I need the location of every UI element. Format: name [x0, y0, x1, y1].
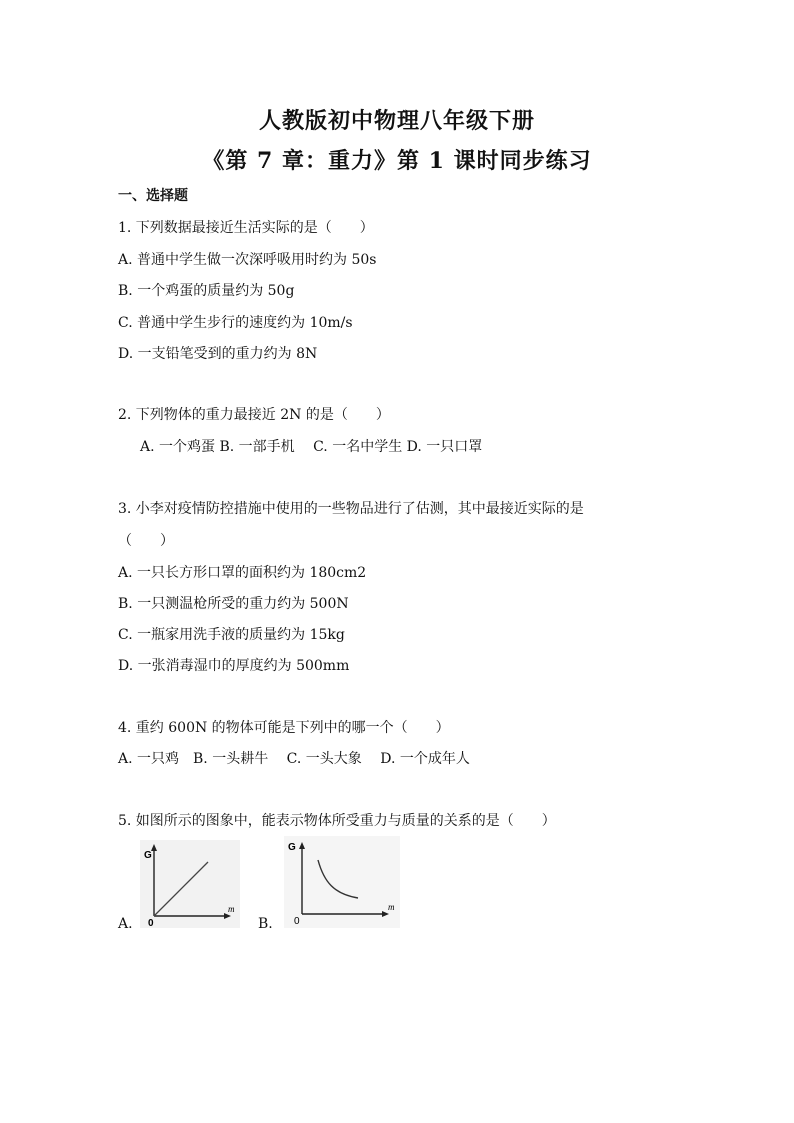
question-3-option-a: A. 一只长方形口罩的面积约为 180cm2	[118, 565, 367, 581]
graph-b-figure	[284, 836, 400, 928]
graph-a	[140, 840, 240, 928]
question-3-option-c: C. 一瓶家用洗手液的质量约为 15kg	[118, 627, 345, 643]
question-3-option-d: D. 一张消毒湿巾的厚度约为 500mm	[118, 658, 350, 674]
graph-b-y-label: G	[288, 842, 296, 853]
question-1-option-c: C. 普通中学生步行的速度约为 10m/s	[118, 315, 353, 331]
document-title: 人教版初中物理八年级下册	[258, 108, 535, 134]
question-4-stem: 4. 重约 600N 的物体可能是下列中的哪一个（ ）	[118, 720, 450, 736]
question-1-option-d: D. 一支铅笔受到的重力约为 8N	[118, 346, 318, 362]
question-2-stem: 2. 下列物体的重力最接近 2N 的是（ ）	[118, 407, 390, 423]
graph-a-x-label: m	[228, 904, 235, 914]
question-3-option-b: B. 一只测温枪所受的重力约为 500N	[118, 596, 349, 612]
graph-b	[284, 836, 400, 928]
question-5-option-b-label: B.	[258, 916, 273, 932]
graph-b-origin-label: 0	[294, 916, 300, 927]
section-heading: 一、选择题	[118, 188, 188, 204]
graph-b-x-label: m	[388, 902, 395, 912]
document-subtitle: 《第 7 章：重力》第 1 课时同步练习	[202, 148, 592, 174]
question-1-option-a: A. 普通中学生做一次深呼吸用时约为 50s	[118, 252, 377, 268]
question-1-stem: 1. 下列数据最接近生活实际的是（ ）	[118, 220, 374, 236]
question-1-option-b: B. 一个鸡蛋的质量约为 50g	[118, 283, 295, 299]
question-2-options: A. 一个鸡蛋 B. 一部手机 C. 一名中学生 D. 一只口罩	[140, 439, 483, 455]
graph-a-origin-label: 0	[148, 918, 154, 928]
question-3-stem: 3. 小李对疫情防控措施中使用的一些物品进行了估测，其中最接近实际的是	[118, 501, 584, 517]
question-5-stem: 5. 如图所示的图象中，能表示物体所受重力与质量的关系的是（ ）	[118, 813, 556, 829]
question-4-options: A. 一只鸡 B. 一头耕牛 C. 一头大象 D. 一个成年人	[118, 751, 470, 767]
graph-a-y-label: G	[144, 850, 152, 861]
graph-a-figure	[140, 840, 240, 928]
question-5-option-a-label: A.	[118, 916, 133, 932]
question-3-stem-continued: （ ）	[118, 533, 174, 549]
